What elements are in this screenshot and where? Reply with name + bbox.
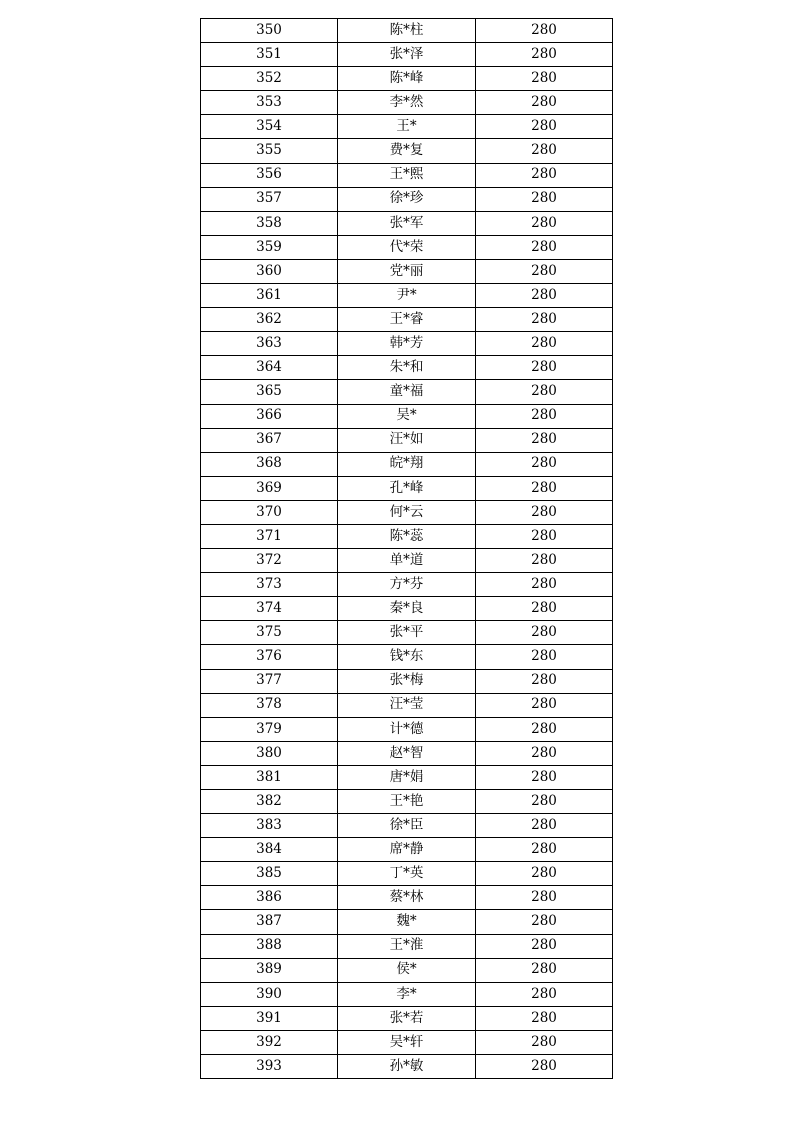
row-number-cell: 362: [201, 308, 338, 332]
name-cell: 王*睿: [338, 308, 476, 332]
row-number-cell: 369: [201, 476, 338, 500]
name-cell: 王*艳: [338, 790, 476, 814]
table-row: [201, 91, 613, 115]
table-row: [201, 284, 613, 308]
amount-cell: 280: [476, 934, 613, 958]
row-number-cell: 374: [201, 597, 338, 621]
name-cell: 吴*轩: [338, 1030, 476, 1054]
table-row: [201, 597, 613, 621]
row-number-cell: 373: [201, 573, 338, 597]
table-row: [201, 524, 613, 548]
row-number-cell: 389: [201, 958, 338, 982]
table-row: [201, 139, 613, 163]
name-cell: 秦*良: [338, 597, 476, 621]
name-cell: 魏*: [338, 910, 476, 934]
amount-cell: 280: [476, 717, 613, 741]
amount-cell: 280: [476, 862, 613, 886]
amount-cell: 280: [476, 886, 613, 910]
row-number-cell: 376: [201, 645, 338, 669]
row-number-cell: 384: [201, 838, 338, 862]
name-cell: 单*道: [338, 549, 476, 573]
row-number-cell: 388: [201, 934, 338, 958]
name-cell: 方*芬: [338, 573, 476, 597]
table-row: [201, 982, 613, 1006]
amount-cell: 280: [476, 814, 613, 838]
table-row: [201, 1055, 613, 1079]
amount-cell: 280: [476, 163, 613, 187]
name-cell: 张*军: [338, 211, 476, 235]
amount-cell: 280: [476, 187, 613, 211]
amount-cell: 280: [476, 404, 613, 428]
amount-cell: 280: [476, 669, 613, 693]
name-cell: 赵*智: [338, 741, 476, 765]
table-row: [201, 235, 613, 259]
amount-cell: 280: [476, 958, 613, 982]
row-number-cell: 355: [201, 139, 338, 163]
row-number-cell: 365: [201, 380, 338, 404]
amount-cell: 280: [476, 1006, 613, 1030]
amount-cell: 280: [476, 982, 613, 1006]
amount-cell: 280: [476, 380, 613, 404]
row-number-cell: 371: [201, 524, 338, 548]
table-row: [201, 549, 613, 573]
row-number-cell: 353: [201, 91, 338, 115]
amount-cell: 280: [476, 67, 613, 91]
name-cell: 唐*娟: [338, 765, 476, 789]
table-row: [201, 380, 613, 404]
name-cell: 张*平: [338, 621, 476, 645]
name-cell: 费*复: [338, 139, 476, 163]
table-row: [201, 187, 613, 211]
amount-cell: 280: [476, 235, 613, 259]
amount-cell: 280: [476, 790, 613, 814]
row-number-cell: 393: [201, 1055, 338, 1079]
amount-cell: 280: [476, 645, 613, 669]
row-number-cell: 370: [201, 500, 338, 524]
table-row: [201, 838, 613, 862]
amount-cell: 280: [476, 573, 613, 597]
table-row: [201, 621, 613, 645]
amount-cell: 280: [476, 1055, 613, 1079]
amount-cell: 280: [476, 524, 613, 548]
name-cell: 徐*臣: [338, 814, 476, 838]
amount-cell: 280: [476, 838, 613, 862]
row-number-cell: 364: [201, 356, 338, 380]
table-row: [201, 741, 613, 765]
row-number-cell: 383: [201, 814, 338, 838]
name-cell: 韩*芳: [338, 332, 476, 356]
name-cell: 孙*敏: [338, 1055, 476, 1079]
name-cell: 汪*莹: [338, 693, 476, 717]
name-cell: 李*: [338, 982, 476, 1006]
row-number-cell: 382: [201, 790, 338, 814]
row-number-cell: 350: [201, 19, 338, 43]
name-cell: 丁*英: [338, 862, 476, 886]
amount-cell: 280: [476, 43, 613, 67]
row-number-cell: 359: [201, 235, 338, 259]
table-row: [201, 934, 613, 958]
name-cell: 王*: [338, 115, 476, 139]
table-row: [201, 211, 613, 235]
amount-cell: 280: [476, 91, 613, 115]
row-number-cell: 380: [201, 741, 338, 765]
table-row: [201, 645, 613, 669]
name-cell: 尹*: [338, 284, 476, 308]
amount-cell: 280: [476, 476, 613, 500]
row-number-cell: 358: [201, 211, 338, 235]
row-number-cell: 368: [201, 452, 338, 476]
row-number-cell: 356: [201, 163, 338, 187]
row-number-cell: 378: [201, 693, 338, 717]
table-row: [201, 163, 613, 187]
table-row: [201, 790, 613, 814]
table-row: [201, 476, 613, 500]
table-row: [201, 669, 613, 693]
name-cell: 侯*: [338, 958, 476, 982]
amount-cell: 280: [476, 259, 613, 283]
amount-cell: 280: [476, 332, 613, 356]
row-number-cell: 367: [201, 428, 338, 452]
name-cell: 计*德: [338, 717, 476, 741]
name-cell: 徐*珍: [338, 187, 476, 211]
name-cell: 李*然: [338, 91, 476, 115]
row-number-cell: 354: [201, 115, 338, 139]
amount-cell: 280: [476, 356, 613, 380]
table-row: [201, 500, 613, 524]
amount-cell: 280: [476, 549, 613, 573]
table-row: [201, 814, 613, 838]
table-row: [201, 404, 613, 428]
name-cell: 童*福: [338, 380, 476, 404]
row-number-cell: 363: [201, 332, 338, 356]
name-cell: 何*云: [338, 500, 476, 524]
table-row: [201, 19, 613, 43]
name-cell: 汪*如: [338, 428, 476, 452]
name-cell: 张*泽: [338, 43, 476, 67]
row-number-cell: 381: [201, 765, 338, 789]
amount-cell: 280: [476, 741, 613, 765]
table-row: [201, 717, 613, 741]
amount-cell: 280: [476, 597, 613, 621]
table-row: [201, 428, 613, 452]
table-row: [201, 452, 613, 476]
roster-table-body: [201, 19, 613, 1079]
table-row: [201, 43, 613, 67]
row-number-cell: 377: [201, 669, 338, 693]
row-number-cell: 361: [201, 284, 338, 308]
row-number-cell: 390: [201, 982, 338, 1006]
table-row: [201, 693, 613, 717]
table-row: [201, 332, 613, 356]
table-row: [201, 573, 613, 597]
amount-cell: 280: [476, 621, 613, 645]
table-row: [201, 356, 613, 380]
table-row: [201, 67, 613, 91]
row-number-cell: 387: [201, 910, 338, 934]
amount-cell: 280: [476, 308, 613, 332]
table-row: [201, 958, 613, 982]
name-cell: 王*熙: [338, 163, 476, 187]
amount-cell: 280: [476, 211, 613, 235]
name-cell: 朱*和: [338, 356, 476, 380]
table-row: [201, 1006, 613, 1030]
amount-cell: 280: [476, 1030, 613, 1054]
table-row: [201, 862, 613, 886]
amount-cell: 280: [476, 910, 613, 934]
row-number-cell: 366: [201, 404, 338, 428]
table-row: [201, 886, 613, 910]
roster-table: [200, 18, 613, 1079]
name-cell: 党*丽: [338, 259, 476, 283]
name-cell: 陈*蕊: [338, 524, 476, 548]
table-row: [201, 910, 613, 934]
amount-cell: 280: [476, 19, 613, 43]
name-cell: 皖*翔: [338, 452, 476, 476]
name-cell: 吴*: [338, 404, 476, 428]
amount-cell: 280: [476, 139, 613, 163]
row-number-cell: 372: [201, 549, 338, 573]
table-row: [201, 308, 613, 332]
name-cell: 席*静: [338, 838, 476, 862]
row-number-cell: 375: [201, 621, 338, 645]
amount-cell: 280: [476, 284, 613, 308]
row-number-cell: 392: [201, 1030, 338, 1054]
amount-cell: 280: [476, 115, 613, 139]
row-number-cell: 357: [201, 187, 338, 211]
name-cell: 蔡*林: [338, 886, 476, 910]
table-row: [201, 765, 613, 789]
amount-cell: 280: [476, 765, 613, 789]
name-cell: 陈*峰: [338, 67, 476, 91]
row-number-cell: 360: [201, 259, 338, 283]
table-row: [201, 259, 613, 283]
name-cell: 王*淮: [338, 934, 476, 958]
amount-cell: 280: [476, 452, 613, 476]
row-number-cell: 351: [201, 43, 338, 67]
amount-cell: 280: [476, 693, 613, 717]
amount-cell: 280: [476, 500, 613, 524]
row-number-cell: 379: [201, 717, 338, 741]
name-cell: 钱*东: [338, 645, 476, 669]
name-cell: 代*荣: [338, 235, 476, 259]
row-number-cell: 386: [201, 886, 338, 910]
table-row: [201, 1030, 613, 1054]
row-number-cell: 385: [201, 862, 338, 886]
name-cell: 张*若: [338, 1006, 476, 1030]
table-row: [201, 115, 613, 139]
name-cell: 孔*峰: [338, 476, 476, 500]
row-number-cell: 352: [201, 67, 338, 91]
amount-cell: 280: [476, 428, 613, 452]
name-cell: 陈*柱: [338, 19, 476, 43]
name-cell: 张*梅: [338, 669, 476, 693]
row-number-cell: 391: [201, 1006, 338, 1030]
